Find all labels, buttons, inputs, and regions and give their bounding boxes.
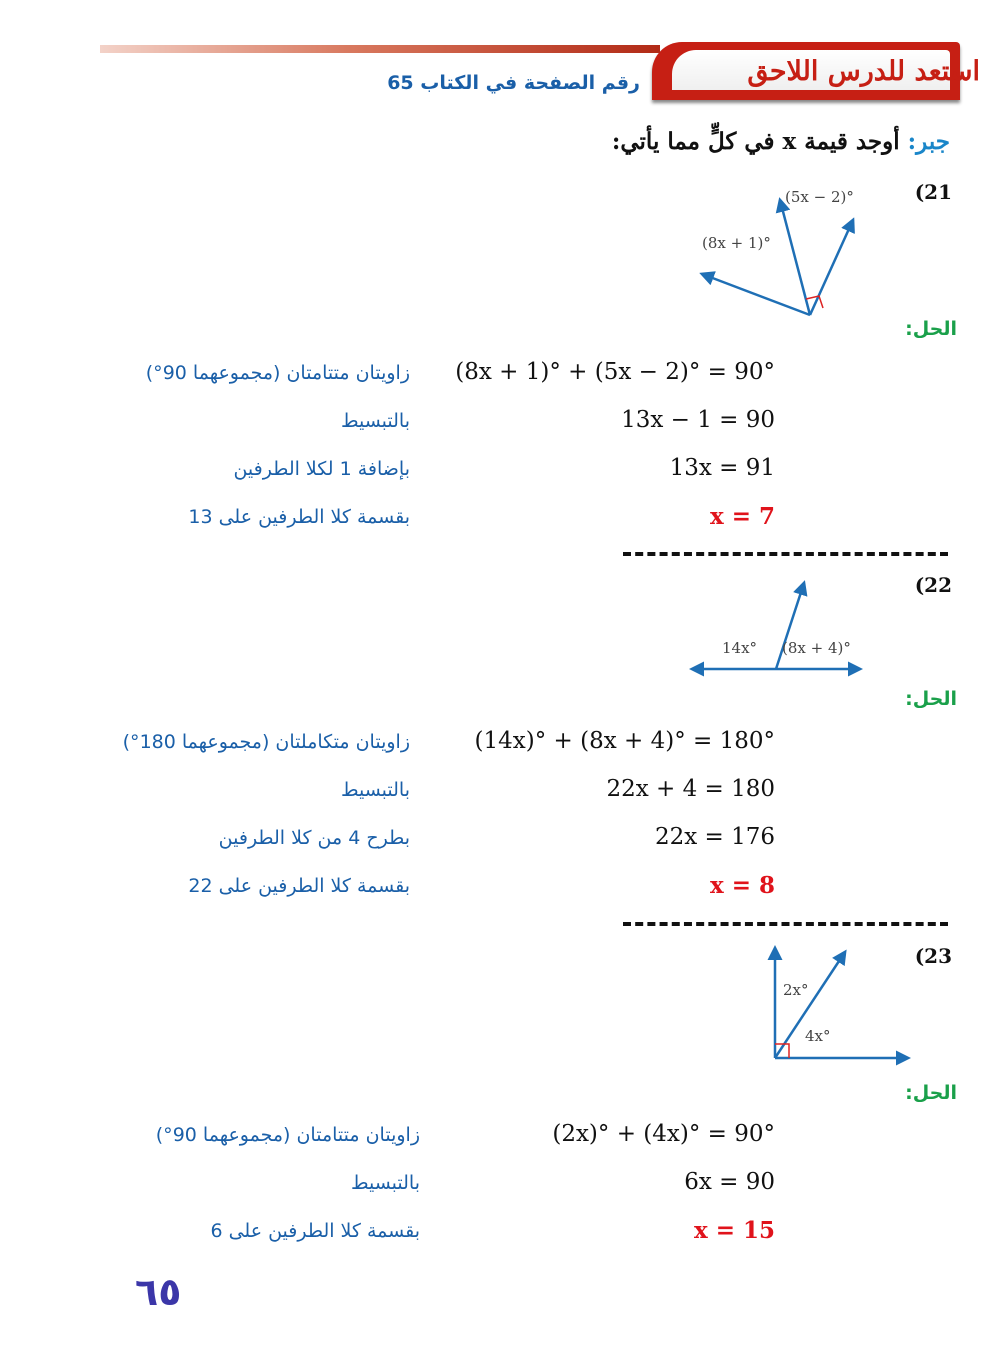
step-note: زاويتان متتامتان (مجموعهما 90°) xyxy=(145,362,410,384)
answer: x = 7 xyxy=(709,503,775,530)
instructions-label: جبر: xyxy=(907,128,950,155)
figure-21 xyxy=(690,178,880,323)
step-note: بإضافة 1 لكلا الطرفين xyxy=(233,458,410,480)
answer: x = 15 xyxy=(693,1217,775,1244)
equation-step: (14x)° + (8x + 4)° = 180° xyxy=(474,728,775,754)
figure-label: 14x° xyxy=(722,639,758,657)
step-note: بالتبسيط xyxy=(340,410,410,432)
header-rule xyxy=(100,45,660,53)
page-number: ٦٥ xyxy=(135,1270,182,1314)
figure-label: (8x + 4)° xyxy=(782,639,851,657)
equation-step: 22x = 176 xyxy=(654,824,775,850)
step-note: بالتبسيط xyxy=(340,779,410,801)
solution-label: الحل: xyxy=(905,688,957,710)
section-title: استعد للدرس اللاحق xyxy=(747,56,980,87)
equation-step: (2x)° + (4x)° = 90° xyxy=(552,1121,775,1147)
figure-label: 4x° xyxy=(805,1027,831,1045)
figure-23 xyxy=(765,942,915,1067)
figure-label: (8x + 1)° xyxy=(702,234,771,252)
step-note: بقسمة كلا الطرفين على 22 xyxy=(188,875,410,897)
problem-number: (21 xyxy=(914,180,952,204)
separator xyxy=(623,552,948,556)
step-note: زاويتان متكاملتان (مجموعهما 180°) xyxy=(122,731,410,753)
figure-22 xyxy=(684,575,869,680)
equation-step: 13x − 1 = 90 xyxy=(621,407,775,433)
separator xyxy=(623,922,948,926)
equation-step: 13x = 91 xyxy=(669,455,775,481)
solution-label: الحل: xyxy=(905,1082,957,1104)
figure-label: 2x° xyxy=(783,981,809,999)
step-note: بقسمة كلا الطرفين على 6 xyxy=(210,1220,420,1242)
book-page-reference: رقم الصفحة في الكتاب 65 xyxy=(387,72,640,94)
equation-step: 22x + 4 = 180 xyxy=(606,776,775,802)
equation-step: 6x = 90 xyxy=(684,1169,775,1195)
instructions-text: أوجد قيمة x في كلٍّ مما يأتي: xyxy=(611,128,900,155)
equation-step: (8x + 1)° + (5x − 2)° = 90° xyxy=(455,359,775,385)
answer: x = 8 xyxy=(709,872,775,899)
step-note: بقسمة كلا الطرفين على 13 xyxy=(188,506,410,528)
figure-label: (5x − 2)° xyxy=(785,188,854,206)
step-note: زاويتان متتامتان (مجموعهما 90°) xyxy=(155,1124,420,1146)
step-note: بطرح 4 من كلا الطرفين xyxy=(218,827,410,849)
instructions xyxy=(612,128,950,155)
problem-number: (22 xyxy=(914,573,952,597)
solution-label: الحل: xyxy=(905,318,957,340)
step-note: بالتبسيط xyxy=(350,1172,420,1194)
problem-number: (23 xyxy=(914,944,952,968)
